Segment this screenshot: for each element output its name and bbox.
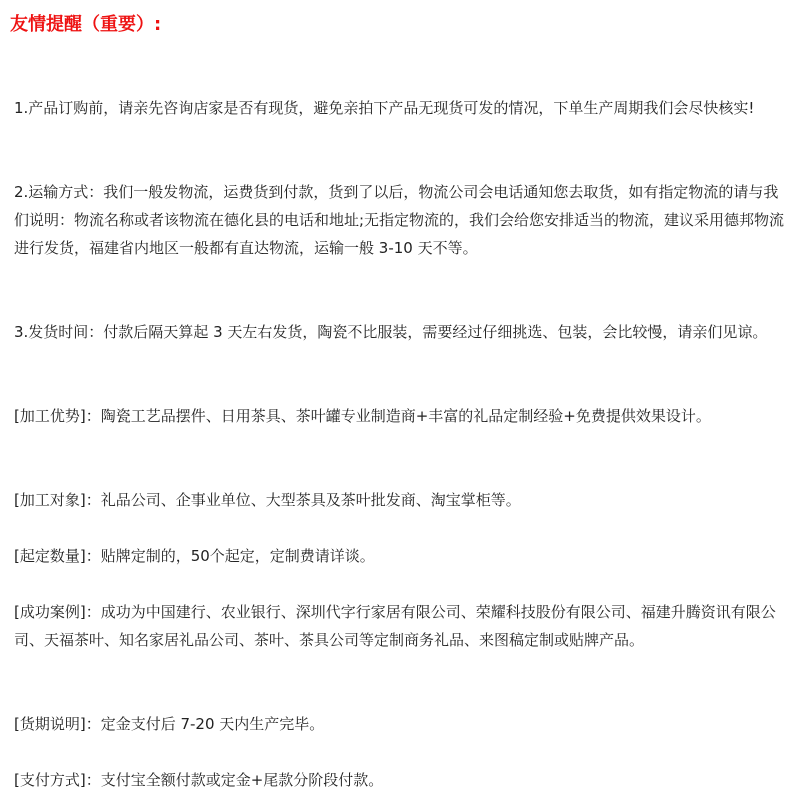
notice-item-lead-time: [货期说明]：定金支付后 7-20 天内生产完毕。 [14,715,325,733]
notice-item-advantages: [加工优势]：陶瓷工艺品摆件、日用茶具、茶叶罐专业制造商+丰富的礼品定制经验+免费提供效果设计。 [14,407,711,425]
notice-item-delivery-time: 3.发货时间：付款后隔天算起 3 天左右发货，陶瓷不比服装，需要经过仔细挑选、包装，会比较慢，请亲们见谅。 [14,323,768,341]
notice-item-min-order: [起定数量]：贴牌定制的，50个起定，定制费请详谈。 [14,547,375,565]
notice-title: 友情提醒（重要）: [10,14,162,35]
notice-item-success-cases: [成功案例]：成功为中国建行、农业银行、深圳代字行家居有限公司、荣耀科技股份有限公司、福建升腾资讯有限公司、天福茶叶、知名家居礼品公司、茶叶、茶具公司等定制商务礼品、来图稿定制或贴牌产品。 [14,603,776,649]
notice-item-shipping: 2.运输方式：我们一般发物流，运费货到付款，货到了以后，物流公司会电话通知您去取货，如有指定物流的请与我们说明：物流名称或者该物流在德化县的电话和地址;无指定物流的，我们会给您安排适当的物流，建议采用德邦物流进行发货，福建省内地区一般都有直达物流，运输一般 3-10 天不等。 [14,183,785,257]
notice-item-ordering: 1.产品订购前，请亲先咨询店家是否有现货，避免亲拍下产品无现货可发的情况，下单生产周期我们会尽快核实! [14,99,755,117]
notice-item-payment: [支付方式]：支付宝全额付款或定金+尾款分阶段付款。 [14,771,384,789]
notice-item-customers: [加工对象]：礼品公司、企事业单位、大型茶具及茶叶批发商、淘宝掌柜等。 [14,491,521,509]
